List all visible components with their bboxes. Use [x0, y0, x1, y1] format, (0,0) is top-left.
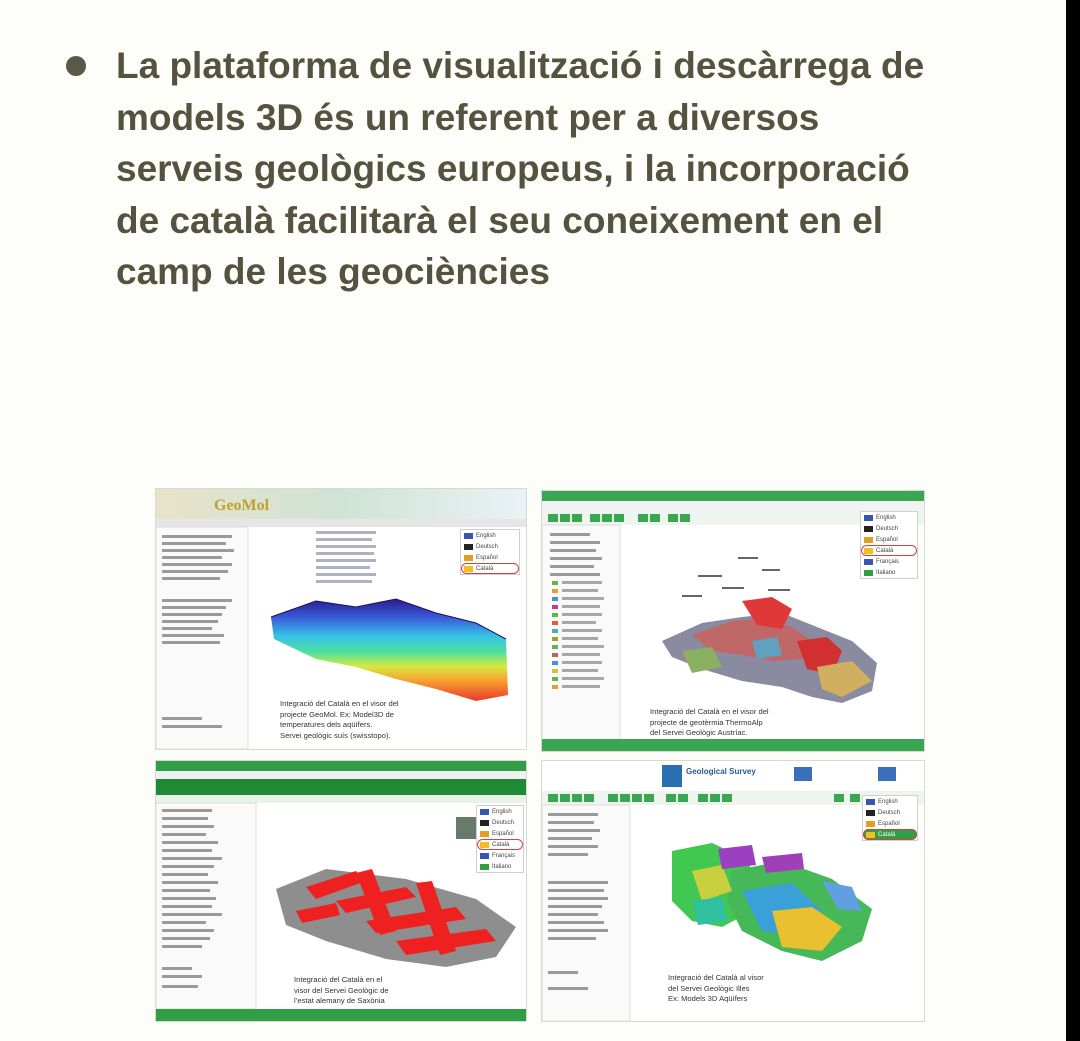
panel-caption: Integració del Català en el visor del Servei Geològic de l’estat alemany de Saxònia	[294, 975, 434, 1007]
language-option-espanol[interactable]: Español	[477, 828, 523, 839]
geomol-logo: GeoMol	[214, 497, 270, 514]
language-option-catala[interactable]: Català	[863, 829, 917, 840]
language-option-deutsch[interactable]: Deutsch	[863, 807, 917, 818]
bullet-item	[62, 40, 1032, 298]
bullet-icon	[66, 56, 86, 76]
language-menu[interactable]	[476, 805, 524, 873]
language-option-english[interactable]: English	[863, 796, 917, 807]
panel-caption: Integració del Català al visor del Servei Geològic Illes Ex: Models 3D Aqüífers	[668, 973, 804, 1005]
language-option-deutsch[interactable]: Deutsch	[461, 541, 519, 552]
language-option-deutsch[interactable]: Deutsch	[477, 817, 523, 828]
panel-saxony	[155, 760, 527, 1022]
panel-austria	[541, 490, 925, 752]
language-option-english[interactable]: English	[861, 512, 917, 523]
language-option-espanol[interactable]: Español	[863, 818, 917, 829]
language-option-english[interactable]: English	[461, 530, 519, 541]
language-option-english[interactable]: English	[477, 806, 523, 817]
language-menu[interactable]	[460, 529, 520, 575]
language-option-deutsch[interactable]: Deutsch	[861, 523, 917, 534]
language-option-catala[interactable]: Català	[861, 545, 917, 556]
survey-logo: Geological Survey	[686, 767, 756, 776]
screenshot-collage	[155, 488, 927, 1020]
language-option-francais[interactable]: Français	[861, 556, 917, 567]
language-option-francais[interactable]: Français	[477, 850, 523, 861]
language-option-espanol[interactable]: Español	[461, 552, 519, 563]
bullet-text: La plataforma de visualització i descàrrega de models 3D és un referent per a diversos serveis geològics europeus, i la incorporació de català facilitarà el seu coneixement en el camp de les geociències	[116, 45, 925, 292]
panel-caption: Integració del Català en el visor del projecte GeoMol. Ex: Model3D de temperatures dels aqüífers. Servei geològic suís (swisstopo).	[280, 699, 470, 741]
language-option-espanol[interactable]: Español	[861, 534, 917, 545]
language-option-catala[interactable]: Català	[477, 839, 523, 850]
panel-caption: Integració del Català en el visor del projecte de geotèrmia ThermoAlp del Servei Geològic Austríac.	[650, 707, 800, 739]
panel-geomol	[155, 488, 527, 750]
language-option-italiano[interactable]: Italiano	[477, 861, 523, 872]
language-menu[interactable]	[860, 511, 918, 579]
panel-illes	[541, 760, 925, 1022]
language-option-italiano[interactable]: Italiano	[861, 567, 917, 578]
language-menu[interactable]	[862, 795, 918, 841]
language-option-catala[interactable]: Català	[461, 563, 519, 574]
